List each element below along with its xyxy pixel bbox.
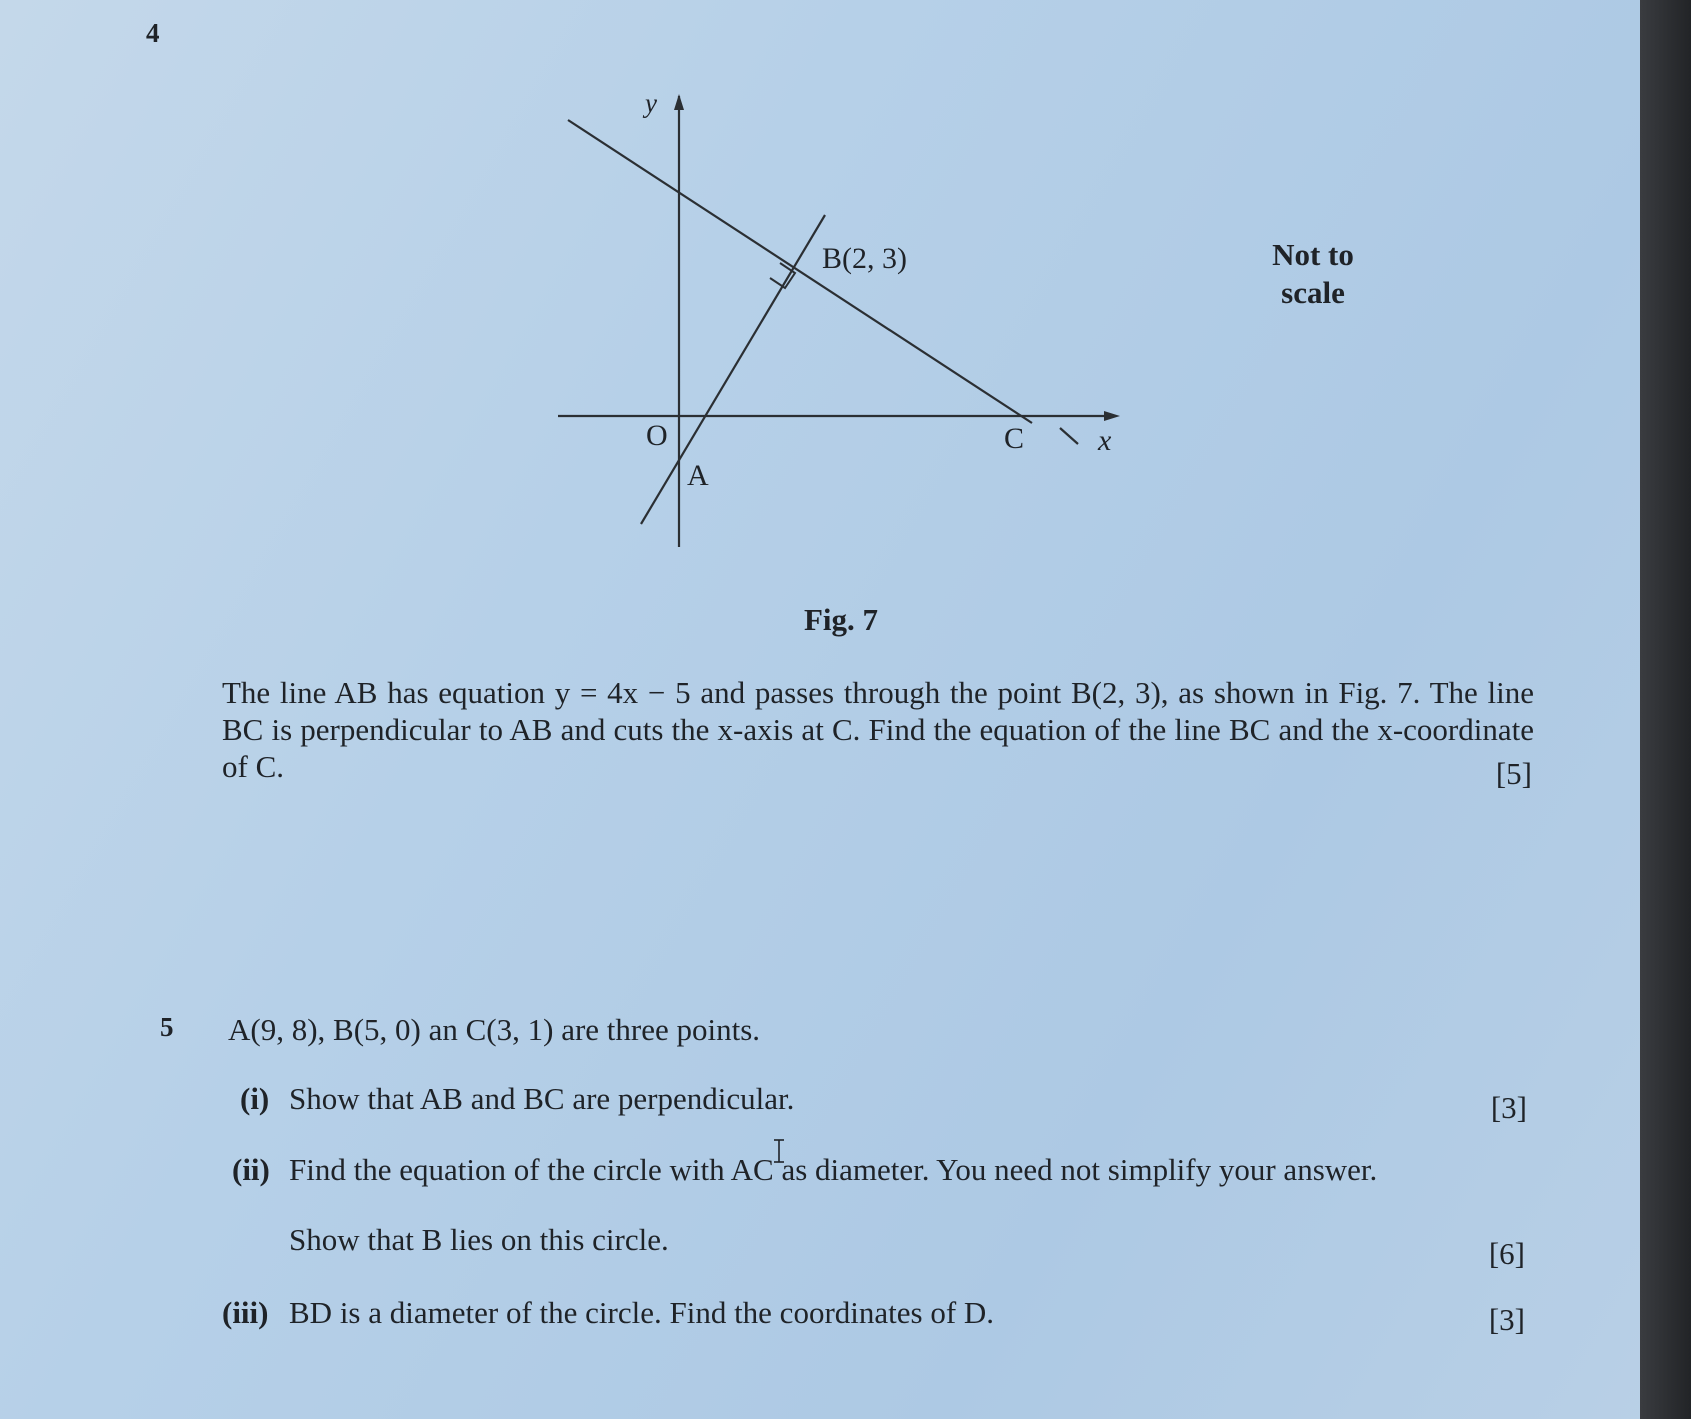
figure-caption: Fig. 7 — [804, 602, 879, 637]
part-ii-text-continued: Show that B lies on this circle. — [289, 1222, 669, 1257]
line-bc — [568, 120, 1032, 423]
x-axis-label: x — [1098, 424, 1112, 457]
part-ii-marks: [6] — [1488, 1236, 1525, 1271]
text-cursor-icon — [772, 1138, 786, 1164]
part-i-marks: [3] — [1490, 1090, 1527, 1125]
not-to-scale-note — [1248, 236, 1378, 312]
part-i-text: Show that AB and BC are perpendicular. — [289, 1081, 795, 1116]
line-bc-extension — [1060, 428, 1078, 444]
not-to-scale-line1: Not to — [1272, 237, 1354, 272]
monitor-bezel — [1640, 0, 1691, 1419]
point-c-label: C — [1004, 422, 1025, 455]
part-iii-marks: [3] — [1488, 1302, 1525, 1337]
part-iii-text: BD is a diameter of the circle. Find the coordinates of D. — [289, 1295, 995, 1330]
y-axis-label: y — [645, 88, 657, 118]
question-4-text: The line AB has equation y = 4x − 5 and passes through the point B(2, 3), as shown in Fig. 7. The line BC is perpendicular to AB and cuts the x-axis at C. Find the equation of the line BC and the x-coordinate of C. — [222, 675, 1534, 784]
question-4-marks: [5] — [1495, 756, 1532, 791]
part-ii-label: (ii) — [232, 1152, 270, 1187]
part-ii-text: Find the equation of the circle with AC as diameter. You need not simplify your answer. — [289, 1152, 1378, 1187]
question-5-intro: A(9, 8), B(5, 0) an C(3, 1) are three points. — [228, 1012, 761, 1047]
part-iii-label: (iii) — [222, 1295, 269, 1330]
part-i-label: (i) — [240, 1081, 270, 1116]
x-axis-arrow — [1104, 411, 1120, 421]
point-a-label: A — [687, 459, 709, 492]
not-to-scale-line2: scale — [1281, 275, 1345, 310]
question-4-number: 4 — [146, 18, 160, 48]
fig-7-diagram — [0, 0, 1640, 600]
line-ab — [641, 215, 825, 524]
point-b-label: B(2, 3) — [822, 242, 907, 275]
origin-label: O — [646, 419, 668, 452]
question-5-number: 5 — [160, 1012, 174, 1042]
y-axis-arrow — [674, 94, 684, 110]
